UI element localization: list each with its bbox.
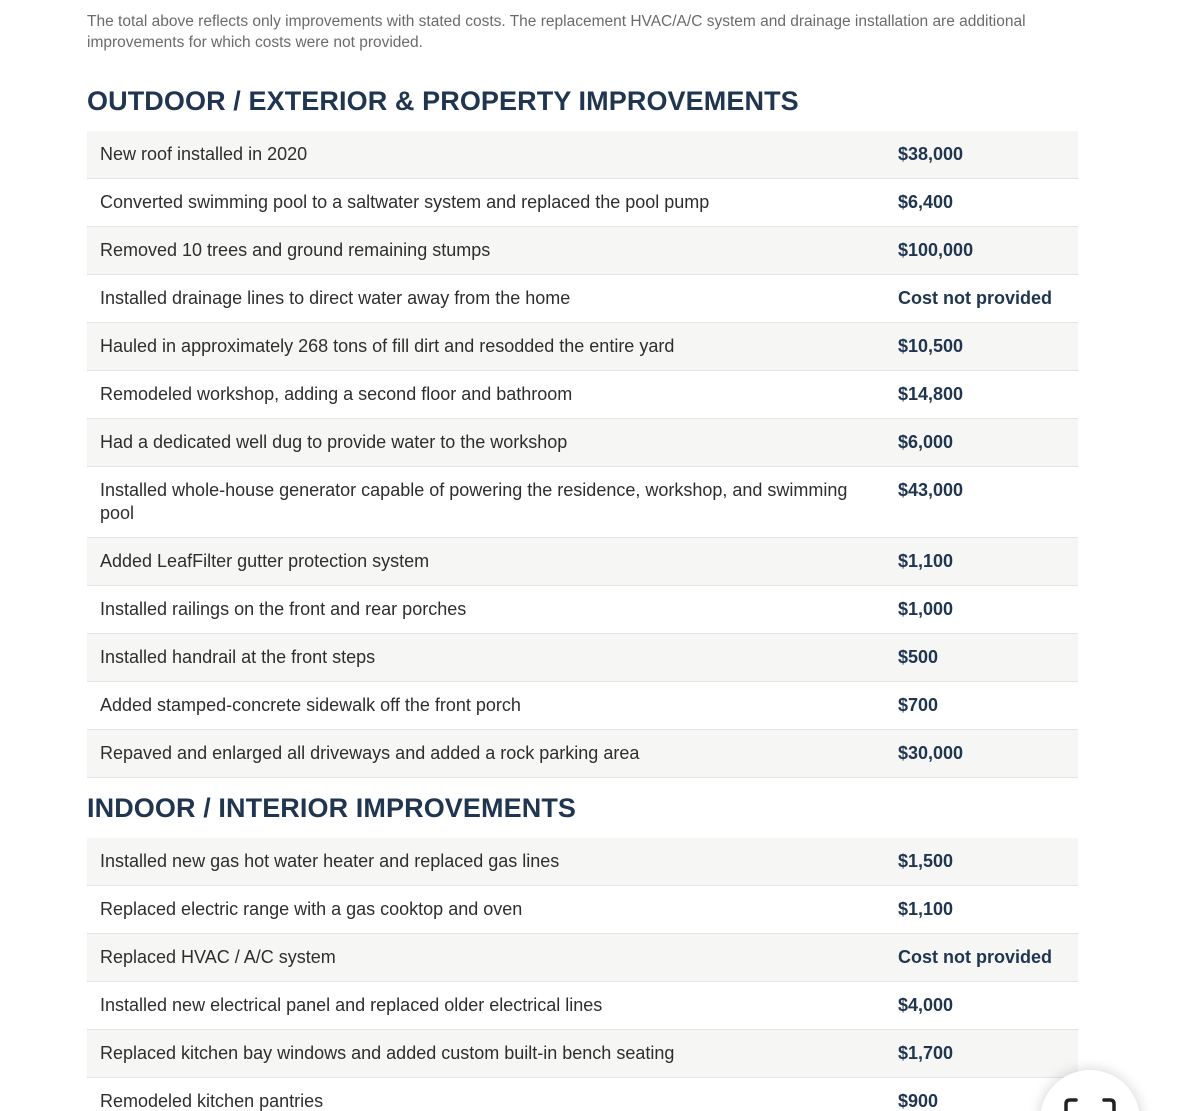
table-row [87, 934, 1078, 982]
row-description: Installed new electrical panel and replaced older electrical lines [100, 995, 603, 1015]
table-row [87, 682, 1078, 730]
table-row [87, 467, 1078, 538]
table-row [87, 1030, 1078, 1078]
row-cost: $1,000 [898, 599, 954, 619]
row-cost: $1,700 [898, 1043, 954, 1063]
row-description: Replaced electric range with a gas cooktop and oven [100, 899, 523, 919]
row-cost: $1,100 [898, 551, 954, 571]
row-description: Installed railings on the front and rear porches [100, 599, 467, 619]
row-description: Converted swimming pool to a saltwater system and replaced the pool pump [100, 192, 710, 212]
row-description: Added LeafFilter gutter protection system [100, 551, 430, 571]
row-cost: $30,000 [898, 743, 964, 763]
table-row [87, 371, 1078, 419]
table-row [87, 838, 1078, 886]
row-cost: $500 [898, 647, 939, 667]
section-title-indoor: INDOOR / INTERIOR IMPROVEMENTS [87, 793, 577, 823]
row-cost: $1,100 [898, 899, 954, 919]
table-row [87, 131, 1078, 179]
row-description: Had a dedicated well dug to provide water to the workshop [100, 432, 568, 452]
row-cost: $43,000 [898, 480, 964, 500]
row-description: Installed handrail at the front steps [100, 647, 376, 667]
table-row [87, 323, 1078, 371]
table-row [87, 730, 1078, 778]
row-description: Replaced kitchen bay windows and added custom built-in bench seating [100, 1043, 675, 1063]
row-description: Added stamped-concrete sidewalk off the front porch [100, 695, 521, 715]
table-row [87, 275, 1078, 323]
scan-icon [1062, 1096, 1118, 1111]
row-description: Installed new gas hot water heater and replaced gas lines [100, 851, 560, 871]
row-cost: $100,000 [898, 240, 974, 260]
row-description: Replaced HVAC / A/C system [100, 947, 336, 967]
table-row [87, 982, 1078, 1030]
table-row [87, 886, 1078, 934]
row-description: New roof installed in 2020 [100, 144, 308, 164]
row-cost: $4,000 [898, 995, 954, 1015]
row-cost: $14,800 [898, 384, 964, 404]
table-row [87, 1078, 1078, 1111]
row-description: Repaved and enlarged all driveways and added a rock parking area [100, 743, 640, 763]
row-description: Hauled in approximately 268 tons of fill dirt and resodded the entire yard [100, 336, 675, 356]
row-description: Remodeled kitchen pantries [100, 1091, 324, 1111]
row-description: Installed drainage lines to direct water away from the home [100, 288, 571, 308]
row-cost: $1,500 [898, 851, 954, 871]
table-row [87, 179, 1078, 227]
outdoor-improvements-table [87, 131, 1078, 778]
section-title-outdoor: OUTDOOR / EXTERIOR & PROPERTY IMPROVEMENTS [87, 86, 799, 116]
row-description: Remodeled workshop, adding a second floor and bathroom [100, 384, 573, 404]
row-cost: $6,400 [898, 192, 954, 212]
total-note: The total above reflects only improvements with stated costs. The replacement HVAC/A/C system and drainage installation are additional improvements for which costs were not provided. [87, 13, 1026, 51]
row-cost: $10,500 [898, 336, 964, 356]
table-row [87, 538, 1078, 586]
table-row [87, 586, 1078, 634]
row-description: Installed whole-house generator capable of powering the residence, workshop, and swimming pool [100, 480, 848, 523]
table-row [87, 419, 1078, 467]
row-description: Removed 10 trees and ground remaining stumps [100, 240, 491, 260]
row-cost: $6,000 [898, 432, 954, 452]
row-cost: $38,000 [898, 144, 964, 164]
row-cost: $700 [898, 695, 939, 715]
row-cost: $900 [898, 1091, 939, 1111]
table-row [87, 634, 1078, 682]
row-cost: Cost not provided [898, 947, 1052, 967]
indoor-improvements-table [87, 838, 1078, 1111]
table-row [87, 227, 1078, 275]
row-cost: Cost not provided [898, 288, 1052, 308]
